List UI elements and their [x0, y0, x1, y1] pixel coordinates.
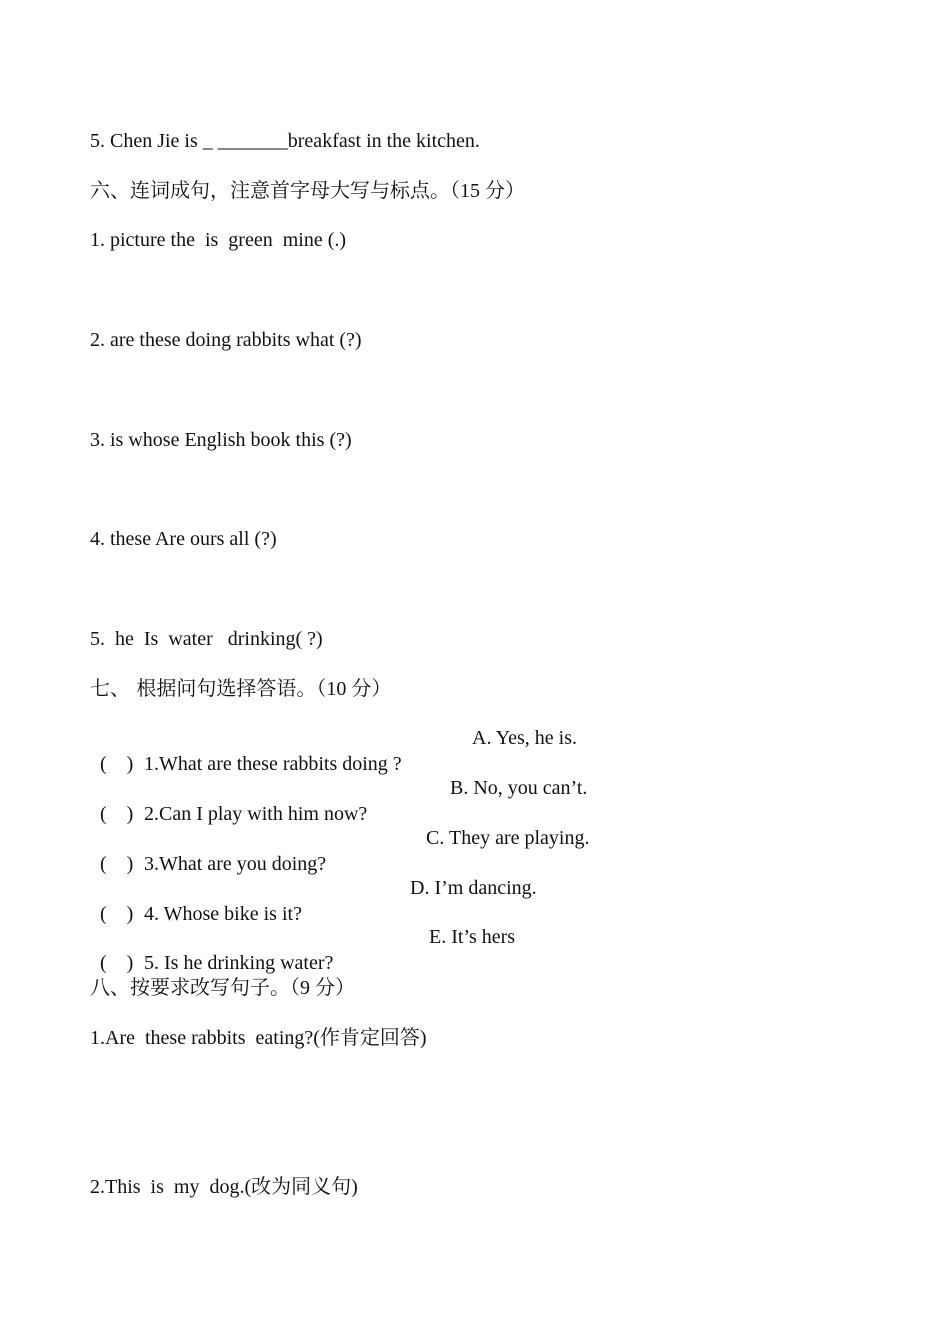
reorder-item-4: 4. these Are ours all (?)	[90, 528, 277, 550]
reorder-item-2: 2. are these doing rabbits what (?)	[90, 329, 362, 351]
rewrite-item-1	[90, 1024, 427, 1051]
rewrite-item-2-instruction: 改为同义句	[251, 1174, 352, 1198]
question-text: 4. Whose bike is it?	[144, 903, 302, 925]
rewrite-item-1-close: )	[419, 1027, 427, 1049]
question-text: 5. Is he drinking water?	[144, 952, 334, 974]
match-question-4	[90, 875, 302, 927]
section-6-heading	[90, 177, 525, 204]
section-6-title: 六、连词成句，注意首字母大写与标点。	[90, 178, 450, 202]
reorder-item-1: 1. picture the is green mine (.)	[90, 229, 347, 251]
fill-blank-item-5: 5. Chen Jie is _ _______breakfast in the kitchen.	[90, 130, 480, 152]
answer-bracket[interactable]: ( )	[100, 853, 134, 875]
reorder-item-3: 3. is whose English book this (?)	[90, 429, 352, 451]
question-text: 2.Can I play with him now?	[144, 803, 368, 825]
section-7-heading	[90, 675, 391, 702]
rewrite-item-2-close: )	[351, 1176, 358, 1198]
match-question-3	[90, 825, 326, 877]
answer-option-b: B. No, you can’t.	[450, 777, 588, 799]
question-text: 1.What are these rabbits doing ?	[144, 753, 402, 775]
section-7-score: （10 分）	[316, 678, 392, 700]
rewrite-item-1-sentence: 1.Are these rabbits eating?(	[90, 1027, 320, 1049]
section-8-heading	[90, 974, 355, 1001]
answer-bracket[interactable]: ( )	[100, 803, 134, 825]
section-7-title: 七、 根据问句选择答语。	[90, 676, 317, 700]
answer-option-c: C. They are playing.	[426, 827, 590, 849]
answer-bracket[interactable]: ( )	[100, 753, 134, 775]
rewrite-item-1-instruction: 作肯定回答	[319, 1025, 420, 1049]
answer-option-d: D. I’m dancing.	[410, 877, 537, 899]
rewrite-item-2	[90, 1173, 358, 1200]
rewrite-item-2-sentence: 2.This is my dog.(	[90, 1176, 252, 1198]
answer-option-e: E. It’s hers	[429, 926, 516, 948]
answer-option-a: A. Yes, he is.	[472, 727, 578, 749]
match-question-2	[90, 775, 367, 827]
section-6-score: （15 分）	[450, 180, 525, 202]
answer-bracket[interactable]: ( )	[100, 903, 134, 925]
section-8-title: 八、按要求改写句子。	[90, 975, 290, 999]
section-8-score: （9 分）	[290, 977, 355, 999]
match-question-1	[90, 725, 402, 777]
reorder-item-5: 5. he Is water drinking( ?)	[90, 628, 323, 650]
answer-bracket[interactable]: ( )	[100, 952, 134, 974]
match-question-5	[90, 924, 333, 976]
question-text: 3.What are you doing?	[144, 853, 327, 875]
